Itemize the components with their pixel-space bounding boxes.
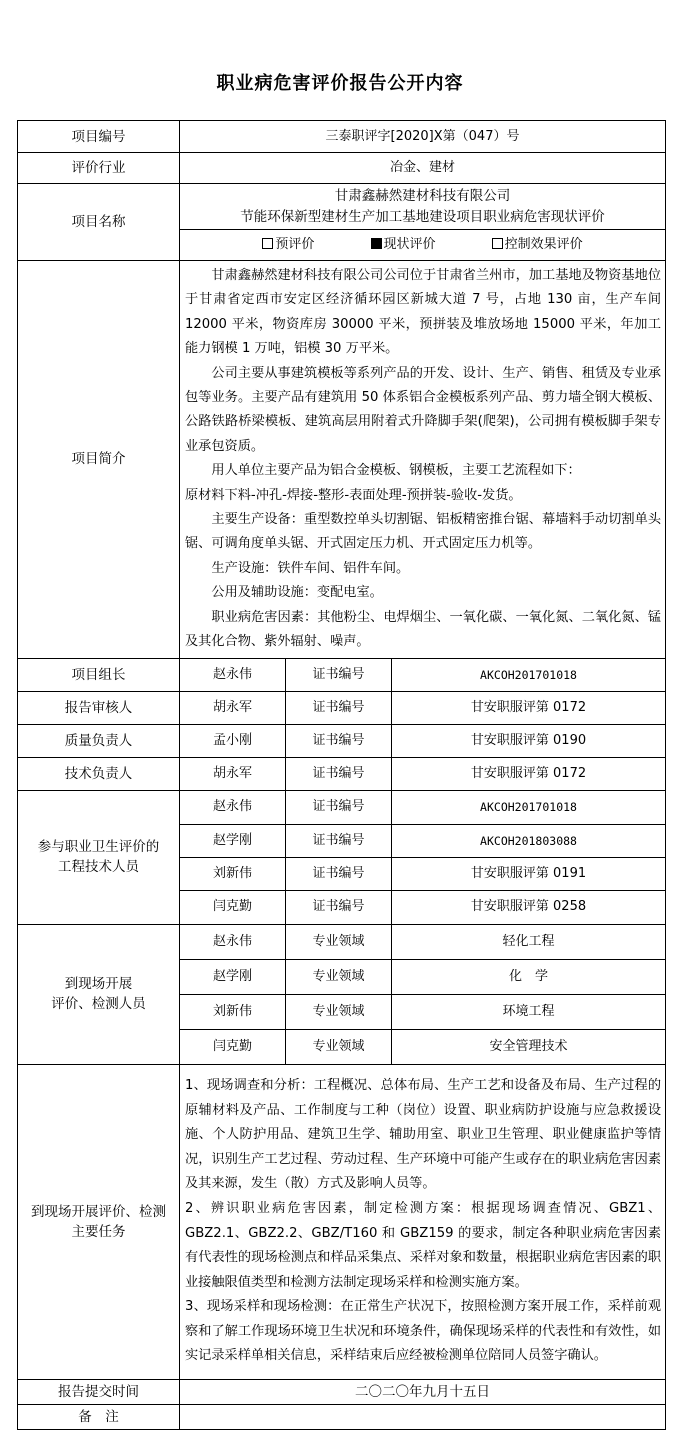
intro-paragraph: 原材料下料-冲孔-焊接-整形-表面处理-预拼装-验收-发货。: [185, 487, 522, 503]
option-control-effect-evaluation[interactable]: 控制效果评价: [492, 235, 583, 255]
row-project-leader: [18, 658, 666, 691]
row-project-number: [18, 121, 666, 153]
tech-staff-label: 参与职业卫生评价的 工程技术人员: [18, 790, 180, 924]
row-remarks: [18, 1404, 666, 1429]
person-name: 刘新伟: [180, 994, 286, 1029]
field-label: 专业领域: [286, 994, 392, 1029]
cert-label: 证书编号: [286, 824, 392, 857]
project-name-cell: [180, 184, 666, 230]
row-main-tasks: [18, 1064, 666, 1379]
project-name-label: 项目名称: [18, 184, 180, 261]
option-pre-evaluation[interactable]: 预评价: [262, 235, 314, 255]
cert-number: 甘安职服评第 0191: [392, 857, 666, 890]
cert-number: AKCOH201803088: [392, 824, 666, 857]
remarks-label: 备 注: [18, 1404, 180, 1429]
specialty-field: 化 学: [392, 959, 666, 994]
checkbox-unchecked-icon: [262, 238, 273, 249]
specialty-field: 环境工程: [392, 994, 666, 1029]
project-name: 节能环保新型建材生产加工基地建设项目职业病危害现状评价: [240, 208, 605, 225]
intro-paragraph: 职业病危害因素：其他粉尘、电焊烟尘、一氧化碳、一氧化氮、二氧化氮、锰及其化合物、紫外辐射、噪声。: [185, 609, 662, 650]
row-report-reviewer: [18, 691, 666, 724]
cert-number: 甘安职服评第 0258: [392, 890, 666, 924]
person-name: 孟小刚: [180, 724, 286, 757]
report-table: [17, 120, 666, 1430]
intro-paragraph: 甘肃鑫赫然建材科技有限公司公司位于甘肃省兰州市，加工基地及物资基地位于甘肃省定西市安定区经济循环园区新城大道 7 号，占地 130 亩，生产车间 12000 平米，物资库房 30000 平米，预拼装及堆放场地 15000 平米，年加工能力钢模 1 万吨，铝模 30 万平米。: [185, 268, 662, 357]
role-label: 质量负责人: [18, 724, 180, 757]
company-name: 甘肃鑫赫然建材科技有限公司: [334, 187, 511, 204]
role-label: 技术负责人: [18, 757, 180, 790]
cert-label: 证书编号: [286, 790, 392, 824]
page-title: 职业病危害评价报告公开内容: [216, 73, 464, 94]
person-name: 赵学刚: [180, 824, 286, 857]
task-item: 2、辨识职业病危害因素，制定检测方案：根据现场调查情况、GBZ1、GBZ2.1、GBZ2.2、GBZ/T160 和 GBZ159 的要求，制定各种职业病危害因素有代表性的现场检测点和样品采集点、采样对象和数量，根据职业病危害因素的职业接触限值类型和检测方法制定现场采样和检测实施方案。: [185, 1200, 662, 1290]
industry-value: 冶金、建材: [180, 153, 666, 184]
cert-label: 证书编号: [286, 757, 392, 790]
cert-number: 甘安职服评第 0172: [392, 691, 666, 724]
intro-text: [180, 261, 666, 659]
submit-time-value: 二〇二〇年九月十五日: [180, 1379, 666, 1404]
person-name: 赵永伟: [180, 790, 286, 824]
field-label: 专业领域: [286, 924, 392, 959]
role-label: 项目组长: [18, 658, 180, 691]
checkbox-checked-icon: [371, 238, 382, 249]
intro-paragraph: 公司主要从事建筑模板等系列产品的开发、设计、生产、销售、租赁及专业承包等业务。主要产品有建筑用 50 体系铝合金模板系列产品、剪力墙全钢大模板、公路铁路桥梁模板、建筑高层用附着式升降脚手架(爬架)，公司拥有模板脚手架专业承包资质。: [185, 365, 662, 454]
row-field-staff: [18, 924, 666, 959]
evaluation-type-options: [180, 230, 666, 261]
intro-paragraph: 公用及辅助设施：变配电室。: [211, 585, 383, 601]
specialty-field: 安全管理技术: [392, 1029, 666, 1064]
remarks-value: [180, 1404, 666, 1429]
role-label: 报告审核人: [18, 691, 180, 724]
cert-label: 证书编号: [286, 658, 392, 691]
row-project-intro: [18, 261, 666, 659]
option-status-evaluation[interactable]: 现状评价: [371, 235, 436, 255]
person-name: 胡永军: [180, 757, 286, 790]
intro-paragraph: 用人单位主要产品为铝合金模板、钢模板，主要工艺流程如下：: [211, 463, 581, 479]
task-item: 3、现场采样和现场检测：在正常生产状况下，按照检测方案开展工作，采样前观察和了解工作现场环境卫生状况和环境条件，确保现场采样的代表性和有效性，如实记录采样单相关信息，采样结束后应经被检测单位陪同人员签字确认。: [185, 1299, 662, 1364]
cert-label: 证书编号: [286, 857, 392, 890]
cert-label: 证书编号: [286, 691, 392, 724]
row-quality-manager: [18, 724, 666, 757]
tasks-label: 到现场开展评价、检测 主要任务: [18, 1064, 180, 1379]
person-name: 刘新伟: [180, 857, 286, 890]
checkbox-unchecked-icon: [492, 238, 503, 249]
tasks-text: [180, 1064, 666, 1379]
project-number-value: 三泰职评字[2020]X第（047）号: [180, 121, 666, 153]
person-name: 胡永军: [180, 691, 286, 724]
row-tech-staff: [18, 790, 666, 824]
field-label: 专业领域: [286, 959, 392, 994]
row-technical-manager: [18, 757, 666, 790]
project-number-label: 项目编号: [18, 121, 180, 153]
submit-time-label: 报告提交时间: [18, 1379, 180, 1404]
industry-label: 评价行业: [18, 153, 180, 184]
cert-number: AKCOH201701018: [392, 658, 666, 691]
person-name: 赵永伟: [180, 658, 286, 691]
row-project-name: [18, 184, 666, 230]
person-name: 闫克勤: [180, 1029, 286, 1064]
specialty-field: 轻化工程: [392, 924, 666, 959]
task-item: 1、现场调查和分析：工程概况、总体布局、生产工艺和设备及布局、生产过程的原辅材料及产品、工作制度与工种（岗位）设置、职业病防护设施与应急救援设施、个人防护用品、建筑卫生学、辅助用室、职业卫生管理、职业健康监护等情况，识别生产工艺过程、劳动过程、生产环境中可能产生或存在的职业病危害因素及其来源，发生（散）方式及影响人员等。: [185, 1077, 662, 1192]
cert-label: 证书编号: [286, 890, 392, 924]
cert-label: 证书编号: [286, 724, 392, 757]
person-name: 赵学刚: [180, 959, 286, 994]
cert-number: AKCOH201701018: [392, 790, 666, 824]
field-label: 专业领域: [286, 1029, 392, 1064]
row-submit-time: [18, 1379, 666, 1404]
cert-number: 甘安职服评第 0190: [392, 724, 666, 757]
row-industry: [18, 153, 666, 184]
intro-paragraph: 主要生产设备：重型数控单头切割锯、铝板精密推台锯、幕墙料手动切割单头锯、可调角度单头锯、开式固定压力机、开式固定压力机等。: [185, 512, 662, 552]
intro-label: 项目简介: [18, 261, 180, 659]
person-name: 赵永伟: [180, 924, 286, 959]
cert-number: 甘安职服评第 0172: [392, 757, 666, 790]
intro-paragraph: 生产设施：铁件车间、铝件车间。: [211, 560, 410, 576]
person-name: 闫克勤: [180, 890, 286, 924]
field-staff-label: 到现场开展 评价、检测人员: [18, 924, 180, 1064]
